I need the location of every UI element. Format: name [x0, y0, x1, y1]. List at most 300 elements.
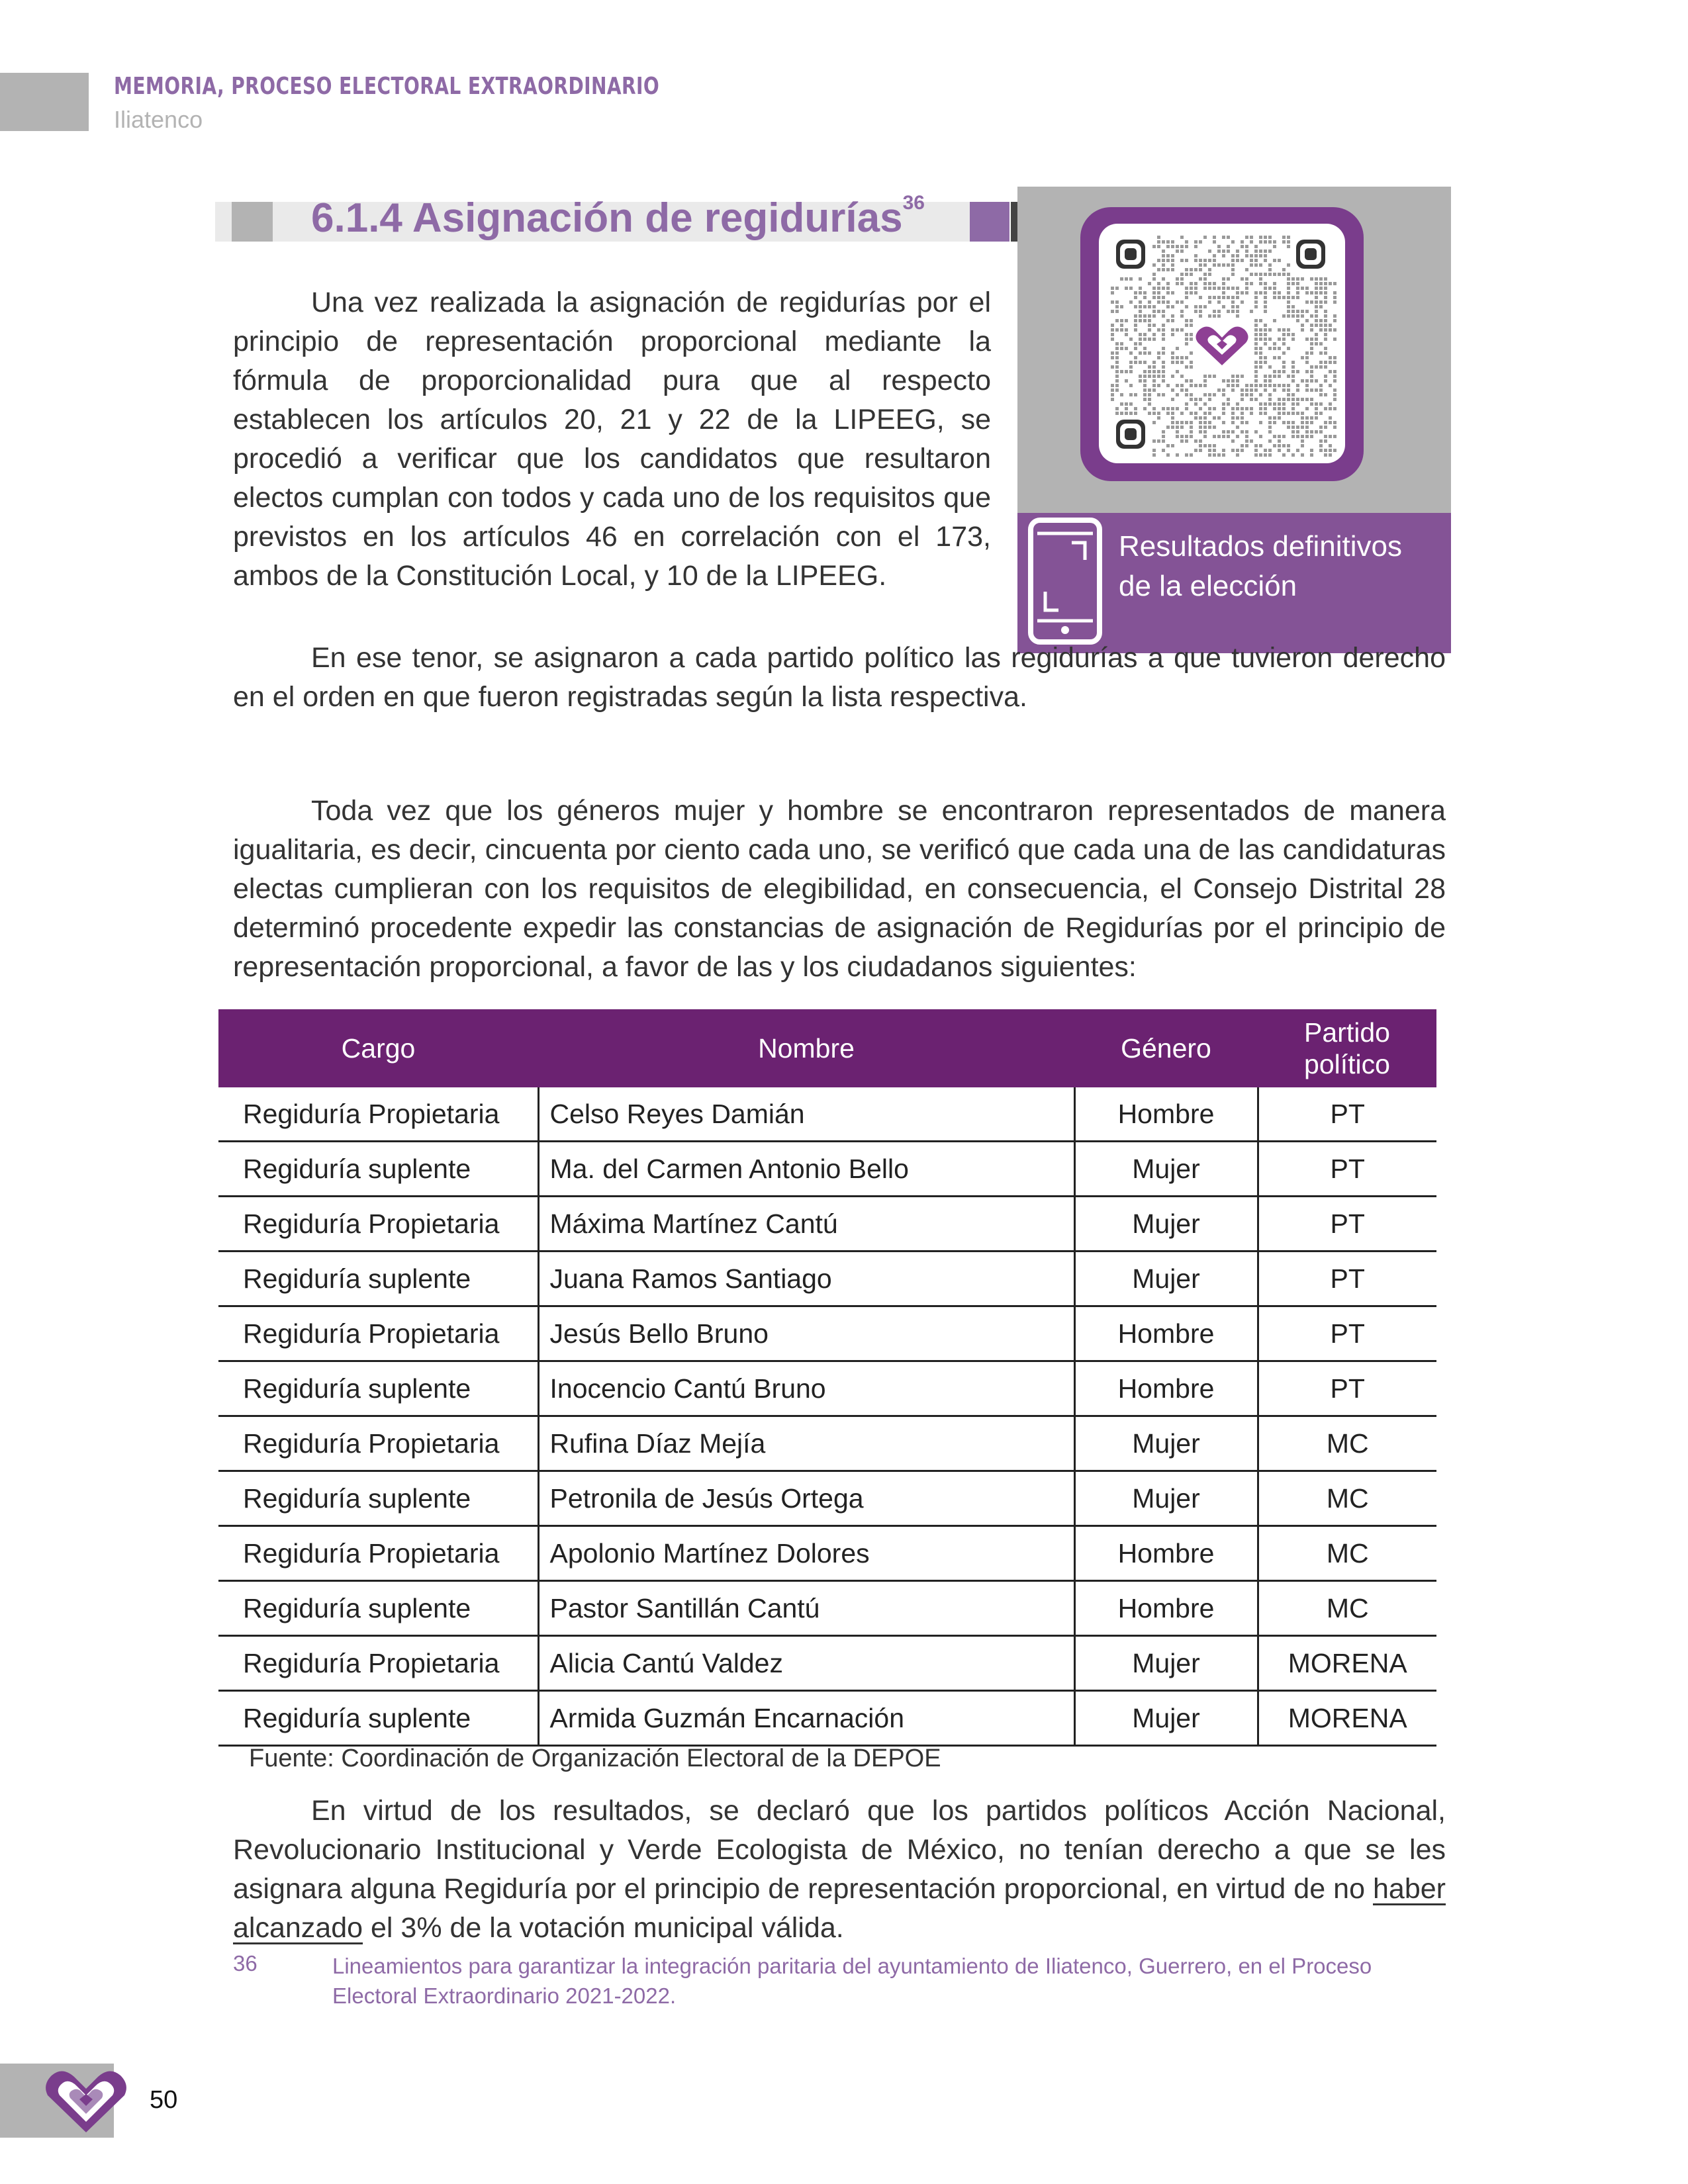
- cell-nombre: Pastor Santillán Cantú: [538, 1581, 1074, 1636]
- qr-module: [1236, 407, 1239, 410]
- qr-module: [1143, 361, 1147, 364]
- qr-module: [1143, 338, 1147, 341]
- qr-module: [1291, 310, 1295, 313]
- qr-module: [1236, 296, 1239, 299]
- qr-module: [1199, 263, 1202, 267]
- qr-module: [1241, 449, 1244, 452]
- qr-module: [1278, 296, 1281, 299]
- qr-module: [1324, 379, 1327, 383]
- qr-module: [1287, 328, 1290, 332]
- qr-module: [1125, 379, 1128, 383]
- cell-genero: Mujer: [1074, 1636, 1258, 1691]
- qr-module: [1287, 384, 1290, 387]
- qr-module: [1162, 333, 1165, 336]
- qr-module: [1254, 430, 1258, 433]
- qr-module: [1259, 453, 1262, 457]
- qr-module: [1236, 402, 1239, 406]
- qr-module: [1259, 435, 1262, 438]
- qr-module: [1236, 426, 1239, 429]
- qr-module: [1310, 314, 1313, 318]
- qr-module: [1273, 319, 1276, 322]
- qr-module: [1231, 310, 1235, 313]
- qr-module: [1231, 300, 1235, 304]
- qr-module: [1245, 277, 1248, 281]
- qr-module: [1245, 444, 1248, 447]
- qr-module: [1301, 453, 1304, 457]
- table-row: [218, 1197, 1436, 1251]
- qr-module: [1305, 398, 1309, 401]
- qr-module: [1120, 277, 1123, 281]
- qr-module: [1264, 282, 1267, 285]
- qr-module: [1278, 347, 1281, 350]
- qr-module: [1287, 398, 1290, 401]
- qr-module: [1120, 319, 1123, 322]
- qr-module: [1319, 351, 1323, 355]
- section-title: [311, 192, 925, 242]
- qr-module: [1194, 240, 1197, 244]
- qr-module: [1319, 300, 1323, 304]
- qr-module: [1301, 379, 1304, 383]
- qr-module: [1273, 356, 1276, 359]
- table-row: [218, 1581, 1436, 1636]
- qr-module: [1115, 310, 1119, 313]
- qr-module: [1259, 277, 1262, 281]
- qr-module: [1319, 291, 1323, 295]
- table-row: [218, 1306, 1436, 1361]
- qr-module: [1217, 310, 1221, 313]
- qr-module: [1264, 305, 1267, 308]
- qr-module: [1231, 407, 1235, 410]
- qr-module: [1264, 259, 1267, 262]
- qr-module: [1208, 393, 1211, 396]
- qr-module: [1157, 291, 1160, 295]
- qr-module: [1287, 236, 1290, 239]
- qr-module: [1199, 305, 1202, 308]
- qr-module: [1213, 254, 1216, 257]
- qr-module: [1222, 449, 1225, 452]
- qr-module: [1194, 310, 1197, 313]
- qr-module: [1315, 412, 1318, 415]
- qr-module: [1176, 250, 1179, 253]
- cell-cargo: Regiduría Propietaria: [218, 1416, 538, 1471]
- qr-module: [1222, 250, 1225, 253]
- qr-module: [1222, 305, 1225, 308]
- qr-module: [1236, 435, 1239, 438]
- qr-module: [1134, 291, 1137, 295]
- qr-module: [1282, 453, 1286, 457]
- qr-module: [1157, 236, 1160, 239]
- qr-module: [1259, 365, 1262, 369]
- qr-module: [1282, 398, 1286, 401]
- qr-module: [1273, 273, 1276, 276]
- qr-module: [1333, 291, 1336, 295]
- qr-module: [1148, 300, 1151, 304]
- qr-module: [1301, 287, 1304, 290]
- qr-module: [1231, 240, 1235, 244]
- qr-module: [1310, 342, 1313, 345]
- qr-module: [1310, 338, 1313, 341]
- qr-module: [1315, 342, 1318, 345]
- qr-module: [1324, 310, 1327, 313]
- qr-module: [1213, 426, 1216, 429]
- qr-module: [1176, 300, 1179, 304]
- qr-module: [1259, 338, 1262, 341]
- qr-module: [1287, 273, 1290, 276]
- qr-module: [1291, 453, 1295, 457]
- qr-module: [1329, 407, 1332, 410]
- qr-module: [1171, 245, 1174, 248]
- qr-module: [1264, 333, 1267, 336]
- cell-nombre: Ma. del Carmen Antonio Bello: [538, 1142, 1074, 1197]
- qr-module: [1310, 416, 1313, 420]
- qr-module: [1310, 449, 1313, 452]
- qr-module: [1254, 291, 1258, 295]
- qr-module: [1254, 338, 1258, 341]
- qr-module: [1291, 375, 1295, 378]
- qr-module: [1329, 356, 1332, 359]
- qr-module: [1162, 379, 1165, 383]
- qr-module: [1227, 402, 1230, 406]
- qr-module: [1241, 398, 1244, 401]
- cell-partido: MORENA: [1258, 1691, 1436, 1746]
- qr-module: [1259, 240, 1262, 244]
- qr-module: [1254, 361, 1258, 364]
- qr-module: [1199, 268, 1202, 271]
- qr-module: [1199, 310, 1202, 313]
- qr-module: [1287, 240, 1290, 244]
- qr-module: [1176, 370, 1179, 373]
- qr-module: [1319, 444, 1323, 447]
- qr-module: [1166, 245, 1170, 248]
- qr-module: [1217, 300, 1221, 304]
- qr-module: [1291, 426, 1295, 429]
- qr-module: [1231, 254, 1235, 257]
- qr-module: [1176, 328, 1179, 332]
- qr-module: [1111, 393, 1114, 396]
- qr-module: [1273, 370, 1276, 373]
- qr-module: [1296, 287, 1299, 290]
- paragraph-4-text: En virtud de los resultados, se declaró que los partidos políticos Acción Nacional, Revolucionario Institucional y Verde Ecologista de México, no tenían derecho a que se les asignara alguna Regiduría por el principio de representación proporcional, en virtud de no: [233, 1795, 1446, 1905]
- qr-module: [1273, 342, 1276, 345]
- qr-module: [1190, 365, 1193, 369]
- qr-module: [1162, 300, 1165, 304]
- qr-module: [1231, 421, 1235, 424]
- qr-module: [1162, 407, 1165, 410]
- qr-module: [1291, 314, 1295, 318]
- qr-module: [1259, 444, 1262, 447]
- qr-module: [1190, 426, 1193, 429]
- qr-module: [1129, 370, 1133, 373]
- qr-module: [1264, 250, 1267, 253]
- paragraph-1-text: Una vez realizada la asignación de regidurías por el principio de representación proporcional mediante la fórmula de proporcionalidad pura que al respecto establecen los artículos 20, 21 y 22 de la LIPEEG, se procedió a verificar que los candidatos que resultaron electos cumplan con todos y cada uno de los requisitos que previstos en los artículos 46 en correlación con el 173, ambos de la Constitución Local, y 10 de la LIPEEG.: [233, 287, 991, 592]
- qr-module: [1282, 351, 1286, 355]
- qr-module: [1134, 342, 1137, 345]
- qr-module: [1166, 412, 1170, 415]
- qr-module: [1287, 310, 1290, 313]
- qr-module: [1111, 310, 1114, 313]
- qr-module: [1287, 333, 1290, 336]
- qr-module: [1194, 449, 1197, 452]
- qr-module: [1273, 435, 1276, 438]
- qr-module: [1264, 240, 1267, 244]
- qr-module: [1241, 393, 1244, 396]
- qr-module: [1241, 416, 1244, 420]
- qr-module: [1148, 402, 1151, 406]
- qr-module: [1305, 416, 1309, 420]
- qr-module: [1264, 291, 1267, 295]
- qr-module: [1208, 287, 1211, 290]
- qr-module: [1315, 296, 1318, 299]
- qr-module: [1296, 430, 1299, 433]
- phone-screen-icon: [1033, 523, 1097, 639]
- qr-module: [1134, 407, 1137, 410]
- qr-module: [1278, 407, 1281, 410]
- section-title-text: 6.1.4 Asignación de regidurías: [311, 195, 903, 241]
- qr-module: [1268, 273, 1272, 276]
- qr-module: [1190, 351, 1193, 355]
- regidurias-table: [218, 1009, 1436, 1747]
- qr-center-logo: [1193, 319, 1251, 369]
- qr-module: [1268, 268, 1272, 271]
- qr-module: [1222, 254, 1225, 257]
- qr-module: [1254, 351, 1258, 355]
- qr-module: [1217, 435, 1221, 438]
- qr-module: [1264, 273, 1267, 276]
- qr-module: [1273, 421, 1276, 424]
- qr-module: [1305, 421, 1309, 424]
- qr-module: [1162, 393, 1165, 396]
- cell-nombre: Juana Ramos Santiago: [538, 1251, 1074, 1306]
- qr-module: [1139, 342, 1142, 345]
- qr-module: [1333, 338, 1336, 341]
- qr-module: [1111, 328, 1114, 332]
- qr-module: [1157, 300, 1160, 304]
- qr-module: [1282, 421, 1286, 424]
- qr-module: [1250, 236, 1253, 239]
- qr-module: [1152, 338, 1156, 341]
- qr-module: [1287, 296, 1290, 299]
- qr-module: [1254, 319, 1258, 322]
- qr-module: [1222, 388, 1225, 392]
- qr-module: [1115, 351, 1119, 355]
- qr-module: [1301, 439, 1304, 443]
- qr-module: [1264, 384, 1267, 387]
- qr-module: [1324, 421, 1327, 424]
- qr-module: [1203, 259, 1207, 262]
- qr-module: [1305, 291, 1309, 295]
- qr-code[interactable]: [1099, 224, 1345, 463]
- qr-module: [1278, 291, 1281, 295]
- qr-module: [1250, 263, 1253, 267]
- qr-module: [1199, 240, 1202, 244]
- section-heading-purple-accent: [970, 202, 1009, 242]
- qr-module: [1162, 375, 1165, 378]
- qr-module: [1129, 361, 1133, 364]
- qr-module: [1273, 245, 1276, 248]
- qr-module: [1259, 254, 1262, 257]
- qr-module: [1241, 412, 1244, 415]
- qr-module: [1287, 393, 1290, 396]
- qr-module: [1278, 273, 1281, 276]
- qr-module: [1264, 361, 1267, 364]
- qr-module: [1190, 393, 1193, 396]
- qr-module: [1203, 287, 1207, 290]
- qr-module: [1203, 430, 1207, 433]
- qr-module: [1301, 412, 1304, 415]
- qr-module: [1152, 314, 1156, 318]
- qr-module: [1166, 282, 1170, 285]
- qr-module: [1236, 259, 1239, 262]
- qr-module: [1282, 388, 1286, 392]
- qr-module: [1176, 421, 1179, 424]
- qr-module: [1227, 384, 1230, 387]
- qr-module: [1329, 370, 1332, 373]
- qr-module: [1231, 384, 1235, 387]
- qr-module: [1129, 338, 1133, 341]
- qr-module: [1301, 416, 1304, 420]
- qr-module: [1231, 259, 1235, 262]
- qr-module: [1254, 342, 1258, 345]
- qr-module: [1264, 453, 1267, 457]
- qr-module: [1273, 416, 1276, 420]
- cell-partido: PT: [1258, 1306, 1436, 1361]
- header-title: MEMORIA, PROCESO ELECTORAL EXTRAORDINARIO: [114, 73, 660, 100]
- table-header-row: [218, 1009, 1436, 1087]
- qr-module: [1268, 236, 1272, 239]
- qr-module: [1171, 416, 1174, 420]
- qr-module: [1268, 338, 1272, 341]
- qr-module: [1143, 370, 1147, 373]
- qr-module: [1120, 393, 1123, 396]
- qr-module: [1250, 412, 1253, 415]
- qr-module: [1287, 287, 1290, 290]
- qr-module: [1152, 370, 1156, 373]
- qr-module: [1241, 407, 1244, 410]
- qr-module: [1180, 282, 1184, 285]
- qr-module: [1278, 449, 1281, 452]
- qr-module: [1115, 375, 1119, 378]
- qr-module: [1203, 277, 1207, 281]
- qr-module: [1185, 287, 1188, 290]
- qr-module: [1268, 240, 1272, 244]
- qr-module: [1194, 412, 1197, 415]
- qr-module: [1185, 291, 1188, 295]
- qr-module: [1194, 402, 1197, 406]
- qr-module: [1208, 444, 1211, 447]
- qr-module: [1152, 277, 1156, 281]
- qr-module: [1264, 236, 1267, 239]
- qr-module: [1315, 319, 1318, 322]
- qr-module: [1152, 333, 1156, 336]
- qr-module: [1291, 282, 1295, 285]
- qr-module: [1190, 435, 1193, 438]
- qr-module: [1291, 379, 1295, 383]
- qr-module: [1241, 300, 1244, 304]
- qr-module: [1305, 426, 1309, 429]
- qr-module: [1310, 351, 1313, 355]
- qr-module: [1115, 342, 1119, 345]
- qr-module: [1115, 356, 1119, 359]
- qr-module: [1287, 291, 1290, 295]
- qr-module: [1180, 259, 1184, 262]
- qr-module: [1315, 333, 1318, 336]
- qr-module: [1162, 259, 1165, 262]
- qr-module: [1324, 277, 1327, 281]
- qr-module: [1120, 347, 1123, 350]
- qr-module: [1162, 347, 1165, 350]
- qr-module: [1305, 300, 1309, 304]
- qr-module: [1115, 328, 1119, 332]
- qr-module: [1152, 296, 1156, 299]
- qr-module: [1329, 416, 1332, 420]
- cell-partido: MC: [1258, 1416, 1436, 1471]
- qr-module: [1222, 412, 1225, 415]
- qr-module: [1185, 333, 1188, 336]
- qr-module: [1259, 393, 1262, 396]
- qr-module: [1157, 259, 1160, 262]
- header-nombre: Nombre: [538, 1009, 1074, 1087]
- qr-module: [1139, 310, 1142, 313]
- qr-module: [1185, 439, 1188, 443]
- qr-module: [1236, 314, 1239, 318]
- qr-module: [1162, 287, 1165, 290]
- qr-module: [1291, 338, 1295, 341]
- qr-module: [1319, 402, 1323, 406]
- qr-module: [1254, 365, 1258, 369]
- qr-module: [1194, 439, 1197, 443]
- qr-module: [1222, 453, 1225, 457]
- qr-module: [1268, 287, 1272, 290]
- qr-module: [1171, 421, 1174, 424]
- qr-module: [1148, 338, 1151, 341]
- qr-module: [1250, 310, 1253, 313]
- qr-module: [1180, 328, 1184, 332]
- qr-module: [1213, 444, 1216, 447]
- qr-module: [1176, 430, 1179, 433]
- qr-module: [1120, 342, 1123, 345]
- qr-module: [1333, 388, 1336, 392]
- qr-module: [1194, 416, 1197, 420]
- qr-module: [1227, 379, 1230, 383]
- qr-module: [1333, 300, 1336, 304]
- qr-module: [1324, 351, 1327, 355]
- qr-module: [1152, 291, 1156, 295]
- qr-module: [1222, 379, 1225, 383]
- qr-module: [1319, 365, 1323, 369]
- qr-module: [1162, 240, 1165, 244]
- qr-module: [1162, 277, 1165, 281]
- qr-module: [1254, 296, 1258, 299]
- qr-module: [1259, 407, 1262, 410]
- qr-module: [1143, 393, 1147, 396]
- qr-module: [1194, 245, 1197, 248]
- qr-module: [1296, 398, 1299, 401]
- qr-module: [1268, 365, 1272, 369]
- qr-module: [1245, 430, 1248, 433]
- qr-module: [1273, 388, 1276, 392]
- qr-module: [1296, 282, 1299, 285]
- qr-module: [1180, 439, 1184, 443]
- qr-module: [1310, 365, 1313, 369]
- qr-module: [1282, 384, 1286, 387]
- qr-module: [1273, 375, 1276, 378]
- qr-module: [1180, 388, 1184, 392]
- qr-module: [1254, 384, 1258, 387]
- cell-nombre: Armida Guzmán Encarnación: [538, 1691, 1074, 1746]
- qr-module: [1305, 435, 1309, 438]
- qr-module: [1139, 291, 1142, 295]
- qr-module: [1213, 453, 1216, 457]
